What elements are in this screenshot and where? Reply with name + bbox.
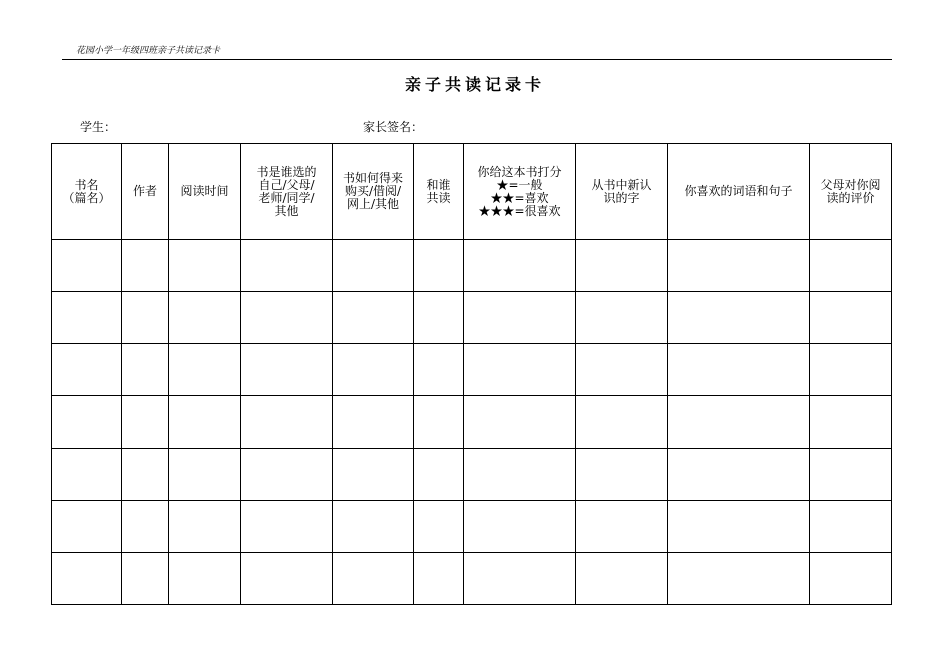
table-cell[interactable] xyxy=(122,344,169,396)
page-header xyxy=(62,45,892,60)
table-cell[interactable] xyxy=(464,292,576,344)
table-cell[interactable] xyxy=(122,552,169,604)
table-cell[interactable] xyxy=(333,500,414,552)
table-cell[interactable] xyxy=(414,552,464,604)
table-cell[interactable] xyxy=(241,448,333,500)
table-row xyxy=(52,240,892,292)
table-cell[interactable] xyxy=(241,396,333,448)
table-cell[interactable] xyxy=(464,500,576,552)
table-cell[interactable] xyxy=(241,344,333,396)
table-cell[interactable] xyxy=(576,240,668,292)
column-header-line: 共读 xyxy=(426,190,451,205)
column-header-line: 读的评价 xyxy=(826,190,875,205)
table-cell[interactable] xyxy=(668,396,810,448)
table-cell[interactable] xyxy=(52,396,122,448)
document-title: 亲子共读记录卡 xyxy=(404,75,545,94)
column-header xyxy=(414,144,464,240)
table-row xyxy=(52,344,892,396)
table-cell[interactable] xyxy=(333,552,414,604)
column-header xyxy=(464,144,576,240)
table-cell[interactable] xyxy=(241,292,333,344)
table-cell[interactable] xyxy=(52,448,122,500)
table-cell[interactable] xyxy=(122,292,169,344)
header-doc-label: 花园小学一年级四班亲子共读记录卡 xyxy=(76,46,221,56)
column-header-line: 网上/其他 xyxy=(346,197,400,211)
column-header xyxy=(52,144,122,240)
column-header xyxy=(169,144,241,240)
table-cell[interactable] xyxy=(668,552,810,604)
table-cell[interactable] xyxy=(810,292,892,344)
table-cell[interactable] xyxy=(414,396,464,448)
student-field-label: 学生： xyxy=(80,120,117,134)
table-cell[interactable] xyxy=(576,500,668,552)
table-cell[interactable] xyxy=(810,396,892,448)
column-header-line: 书名 xyxy=(74,177,99,192)
table-cell[interactable] xyxy=(333,240,414,292)
table-row xyxy=(52,292,892,344)
table-cell[interactable] xyxy=(52,344,122,396)
column-header-line: 老师/同学/ xyxy=(258,190,315,205)
table-cell[interactable] xyxy=(333,344,414,396)
parent-signature-label: 家长签名： xyxy=(363,120,424,134)
table-cell[interactable] xyxy=(576,292,668,344)
table-cell[interactable] xyxy=(810,448,892,500)
reading-record-table xyxy=(51,143,892,605)
table-cell[interactable] xyxy=(668,448,810,500)
table-cell[interactable] xyxy=(414,240,464,292)
table-cell[interactable] xyxy=(810,344,892,396)
table-cell[interactable] xyxy=(169,292,241,344)
table-cell[interactable] xyxy=(414,292,464,344)
column-header-line: ★=一般 xyxy=(496,177,543,192)
table-cell[interactable] xyxy=(810,500,892,552)
table-header-row xyxy=(52,144,892,240)
column-header-line: 自己/父母/ xyxy=(258,177,315,192)
table-cell[interactable] xyxy=(414,500,464,552)
column-header-line: 书是谁选的 xyxy=(256,164,317,179)
table-cell[interactable] xyxy=(52,552,122,604)
table-cell[interactable] xyxy=(668,240,810,292)
table-cell[interactable] xyxy=(668,292,810,344)
table-cell[interactable] xyxy=(122,396,169,448)
table-cell[interactable] xyxy=(52,240,122,292)
table-row xyxy=(52,396,892,448)
column-header xyxy=(333,144,414,240)
column-header-line: 从书中新认 xyxy=(591,177,652,192)
table-body xyxy=(52,240,892,605)
table-cell[interactable] xyxy=(169,552,241,604)
column-header-line: 识的字 xyxy=(603,190,640,205)
table-cell[interactable] xyxy=(668,344,810,396)
column-header-line: 购买/借阅/ xyxy=(344,184,402,198)
table-cell[interactable] xyxy=(414,344,464,396)
table-cell[interactable] xyxy=(169,344,241,396)
table-cell[interactable] xyxy=(52,292,122,344)
column-header-line: 书如何得来 xyxy=(342,171,403,185)
table-cell[interactable] xyxy=(576,552,668,604)
table-cell[interactable] xyxy=(333,292,414,344)
table-cell[interactable] xyxy=(241,500,333,552)
table-cell[interactable] xyxy=(810,552,892,604)
column-header xyxy=(668,144,810,240)
column-header-line: 作者 xyxy=(132,184,157,198)
table-cell[interactable] xyxy=(122,500,169,552)
table-cell[interactable] xyxy=(464,396,576,448)
column-header-line: 和谁 xyxy=(426,177,451,192)
column-header-line: ★★=喜欢 xyxy=(490,190,549,205)
table-cell[interactable] xyxy=(122,448,169,500)
table-cell[interactable] xyxy=(169,396,241,448)
table-cell[interactable] xyxy=(668,500,810,552)
table-cell[interactable] xyxy=(576,344,668,396)
table-cell[interactable] xyxy=(169,448,241,500)
table-cell[interactable] xyxy=(333,396,414,448)
table-row xyxy=(52,500,892,552)
table-cell[interactable] xyxy=(333,448,414,500)
table-cell[interactable] xyxy=(169,240,241,292)
column-header-line: 阅读时间 xyxy=(180,184,229,198)
table-cell[interactable] xyxy=(169,500,241,552)
column-header-line: 你给这本书打分 xyxy=(477,164,562,179)
column-header xyxy=(576,144,668,240)
column-header xyxy=(241,144,333,240)
column-header xyxy=(122,144,169,240)
table-cell[interactable] xyxy=(241,240,333,292)
column-header-line: 其他 xyxy=(274,203,299,218)
table-cell[interactable] xyxy=(414,448,464,500)
table-row xyxy=(52,448,892,500)
table-cell[interactable] xyxy=(464,240,576,292)
column-header-line: 父母对你阅 xyxy=(820,177,881,192)
table-cell[interactable] xyxy=(810,240,892,292)
table-cell[interactable] xyxy=(241,552,333,604)
table-row xyxy=(52,552,892,604)
table-cell[interactable] xyxy=(576,448,668,500)
table-cell[interactable] xyxy=(464,344,576,396)
table-cell[interactable] xyxy=(122,240,169,292)
column-header-line: （篇名） xyxy=(62,190,111,205)
table-cell[interactable] xyxy=(464,552,576,604)
column-header-line: ★★★=很喜欢 xyxy=(478,203,561,218)
table-cell[interactable] xyxy=(52,500,122,552)
table-cell[interactable] xyxy=(576,396,668,448)
column-header xyxy=(810,144,892,240)
table-cell[interactable] xyxy=(464,448,576,500)
column-header-line: 你喜欢的词语和句子 xyxy=(684,184,793,198)
